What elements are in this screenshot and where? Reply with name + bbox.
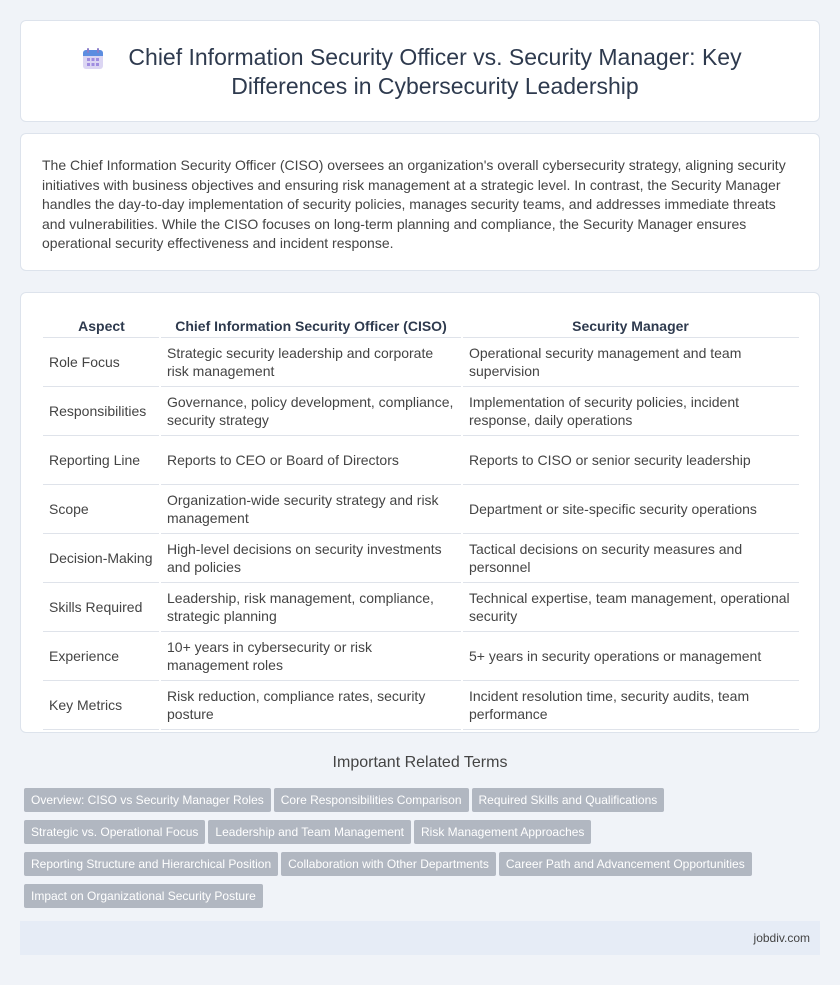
related-tag[interactable]: Overview: CISO vs Security Manager Roles xyxy=(24,788,271,812)
manager-cell: Implementation of security policies, incident response, daily operations xyxy=(462,387,799,436)
related-tag[interactable]: Required Skills and Qualifications xyxy=(472,788,665,812)
table-row xyxy=(43,632,799,681)
related-tag[interactable]: Career Path and Advancement Opportunities xyxy=(499,852,752,876)
ciso-cell: Organization-wide security strategy and risk management xyxy=(160,485,462,534)
aspect-cell: Decision-Making xyxy=(43,534,160,583)
manager-cell: Incident resolution time, security audits, team performance xyxy=(462,681,799,730)
page-title: Chief Information Security Officer vs. Security Manager: Key Differences in Cybersecurity Leadership xyxy=(128,44,742,99)
manager-cell: Technical expertise, team management, operational security xyxy=(462,583,799,632)
related-tag[interactable]: Leadership and Team Management xyxy=(208,820,411,844)
header-card xyxy=(20,20,820,122)
table-row xyxy=(43,681,799,730)
manager-cell: Department or site-specific security operations xyxy=(462,485,799,534)
manager-cell: Operational security management and team supervision xyxy=(462,338,799,387)
aspect-cell: Role Focus xyxy=(43,338,160,387)
ciso-cell: Risk reduction, compliance rates, security posture xyxy=(160,681,462,730)
table-row xyxy=(43,387,799,436)
table-row xyxy=(43,436,799,485)
table-row xyxy=(43,485,799,534)
ciso-cell: Reports to CEO or Board of Directors xyxy=(160,436,462,485)
intro-paragraph: The Chief Information Security Officer (CISO) oversees an organization's overall cybersecurity strategy, aligning security initiatives with business objectives and ensuring risk management at a strategic level. In contrast, the Security Manager handles the day-to-day implementation of security policies, manages security teams, and addresses immediate threats and vulnerabilities. While the CISO focuses on long-term planning and compliance, the Security Manager ensures operational security effectiveness and incident response. xyxy=(42,157,786,252)
related-tag[interactable]: Risk Management Approaches xyxy=(414,820,591,844)
ciso-cell: Governance, policy development, compliance, security strategy xyxy=(160,387,462,436)
comparison-card xyxy=(20,292,820,733)
ciso-cell: 10+ years in cybersecurity or risk management roles xyxy=(160,632,462,681)
footer-site-link[interactable]: jobdiv.com xyxy=(753,931,810,945)
ciso-cell: Strategic security leadership and corporate risk management xyxy=(160,338,462,387)
related-tag[interactable]: Collaboration with Other Departments xyxy=(281,852,496,876)
related-tag[interactable]: Reporting Structure and Hierarchical Position xyxy=(24,852,278,876)
header-ciso: Chief Information Security Officer (CISO) xyxy=(160,313,462,338)
aspect-cell: Reporting Line xyxy=(43,436,160,485)
table-row xyxy=(43,583,799,632)
related-terms-section xyxy=(20,750,820,916)
manager-cell: Tactical decisions on security measures and personnel xyxy=(462,534,799,583)
related-tag[interactable]: Impact on Organizational Security Posture xyxy=(24,884,263,908)
header-security-manager: Security Manager xyxy=(462,313,799,338)
related-tag[interactable]: Core Responsibilities Comparison xyxy=(274,788,469,812)
table-header-row xyxy=(43,313,799,338)
related-tag[interactable]: Strategic vs. Operational Focus xyxy=(24,820,205,844)
ciso-cell: Leadership, risk management, compliance, strategic planning xyxy=(160,583,462,632)
table-row xyxy=(43,338,799,387)
table-row xyxy=(43,534,799,583)
aspect-cell: Key Metrics xyxy=(43,681,160,730)
manager-cell: Reports to CISO or senior security leadership xyxy=(462,436,799,485)
footer xyxy=(20,921,820,955)
aspect-cell: Skills Required xyxy=(43,583,160,632)
aspect-cell: Experience xyxy=(43,632,160,681)
related-tags xyxy=(20,788,820,916)
comparison-table xyxy=(43,313,799,730)
ciso-cell: High-level decisions on security investments and policies xyxy=(160,534,462,583)
aspect-cell: Responsibilities xyxy=(43,387,160,436)
intro-card xyxy=(20,133,820,271)
manager-cell: 5+ years in security operations or management xyxy=(462,632,799,681)
header-aspect: Aspect xyxy=(43,313,160,338)
aspect-cell: Scope xyxy=(43,485,160,534)
related-terms-title: Important Related Terms xyxy=(332,754,508,771)
